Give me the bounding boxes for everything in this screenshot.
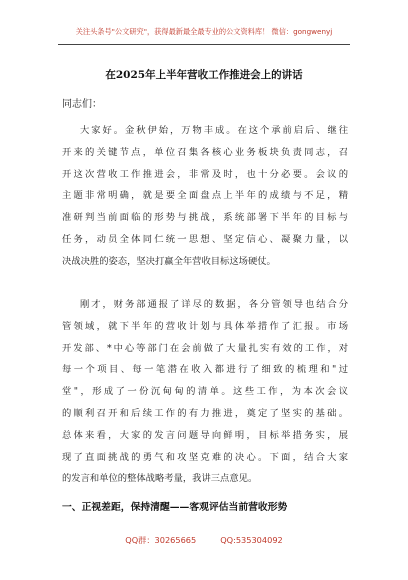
paragraph-line: 的发言和单位的整体战略考量，我讲三点意见。 [62,473,258,485]
paragraph-line: 开来的关键节点，单位召集各核心业务板块负责同志，召 [62,146,348,158]
paragraph-line: 大家好。金秋伊始，万物丰成。在这个承前启后、继往 [80,125,348,136]
paragraph-line: 任务，动员全体同仁统一思想、坚定信心、凝聚力量，以 [62,233,348,245]
paragraph-line: 主题非常明确，就是要全面盘点上半年的成绩与不足，精 [62,190,348,202]
section-heading: 一、正视差距，保持清醒——客观评估当前营收形势 [62,502,288,513]
paragraph-line: 准研判当前面临的形势与挑战，系统部署下半年的目标与 [62,212,348,224]
footer-contact [0,534,408,546]
document-title: 在2025年上半年营收工作推进会上的讲话 [105,69,303,81]
paragraph-line: 现了直面挑战的勇气和攻坚克难的决心。下面，结合大家 [62,451,348,463]
paragraph-line: 每一个项目、每一笔潜在收入都进行了细致的梳理和"过 [62,364,348,376]
paragraph-2 [62,294,348,490]
paragraph-line: 管领域，就下半年的营收计划与具体举措作了汇报。市场 [62,320,348,332]
paragraph-line: 总体来看，大家的发言问题导向鲜明，目标举措务实，展 [62,429,348,441]
paragraph-line: 决战决胜的姿态，坚决打赢全年营收目标这场硬仗。 [62,255,276,267]
paragraph-1 [62,120,348,273]
footer-qq: QQ:535304092 [220,535,283,545]
header-divider [58,44,350,45]
footer-qq-group: QQ群：30265665 [125,535,197,545]
paragraph-line: 刚才，财务部通报了详尽的数据，各分管领导也结合分 [80,299,348,310]
salutation: 同志们： [62,99,102,110]
paragraph-line: 开发部、*中心等部门在会前做了大量扎实有效的工作，对 [62,342,348,354]
paragraph-line: 开这次营收工作推进会，非常及时，也十分必要。会议的 [62,168,348,180]
paragraph-line: 堂"，形成了一份沉甸甸的清单。这些工作，为本次会议 [62,386,348,398]
paragraph-line: 的顺利召开和后续工作的有力推进，奠定了坚实的基础。 [62,407,348,419]
header-banner: 关注头条号"公文研究"，获得最新最全最专业的公文资料库！ 微信：gongwenyj [75,27,333,36]
